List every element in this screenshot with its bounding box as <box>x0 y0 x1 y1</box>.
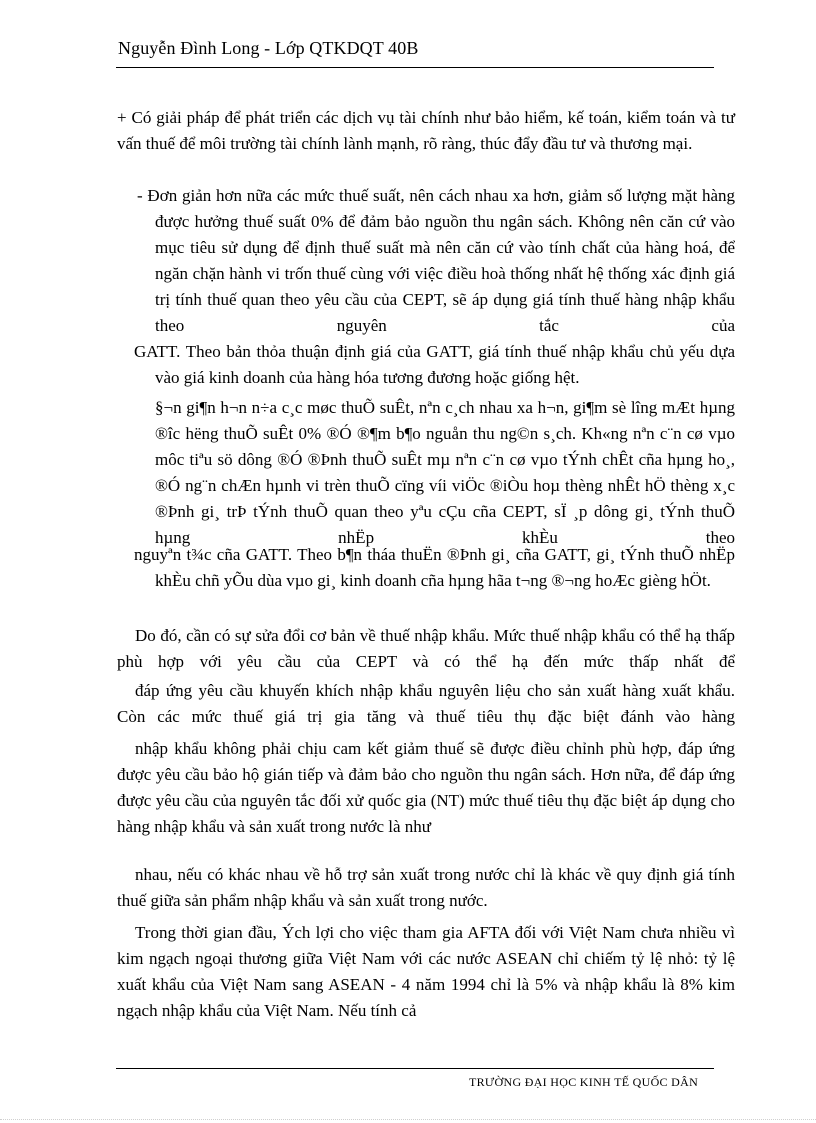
paragraph-tax-rates: - Đơn giản hơn nữa các mức thuế suất, nên cách nhau xa hơn, giảm số lượng mặt hàng được hưởng thuế suất 0% để đảm bảo nguồn thu ngân sách. Không nên căn cứ vào mục tiêu sử dụng để định thuế suất mà nên căn cứ vào tính chất của hàng hoá, để ngăn chặn hành vi trốn thuế cùng với việc điều hoà thống nhất hệ thống xác định giá trị tính thuế quan theo yêu cầu của CEPT, sẽ áp dụng giá tính thuế hàng nhập khẩu theo nguyên tắc của <box>137 186 735 335</box>
paragraph-legacy-encoded-2: nguyªn t¾c cña GATT. Theo b¶n tháa thuËn ®Þnh gi¸ cña GATT, gi¸ tÝnh thuÕ nhËp khÈu chñ yÕu dùa vµo gi¸ kinh doanh cña hµng hãa t¬ng ®¬ng hoÆc gièng hÖt. <box>134 545 735 590</box>
page-footer-university: TRƯỜNG ĐẠI HỌC KINH TẾ QUỐC DÂN <box>469 1075 699 1089</box>
paragraph-legacy-encoded-1: §¬n gi¶n h¬n n÷a c¸c møc thuÕ suÊt, nªn c¸ch nhau xa h¬n, gi¶m sè lîng mÆt hµng ®îc hëng thuÕ suÊt 0% ®Ó ®¶m b¶o nguån thu ng©n s¸ch. Kh«ng nªn c¨n cø vµo môc tiªu sö dông ®Ó ®Þnh thuÕ suÊt mµ nªn c¨n cø vµo tÝnh chÊt cña hµng ho¸, ®Ó ng¨n chÆn hµnh vi trèn thuÕ cïng víi viÖc ®iÒu hoµ thèng nhÊt hÖ thèng x¸c ®Þnh gi¸ trÞ tÝnh thuÕ quan theo yªu cÇu cña CEPT, sÏ ¸p dông gi¸ tÝnh thuÕ hµng nhËp khÈu theo <box>155 398 735 547</box>
page-edge <box>0 1119 816 1120</box>
paragraph-export-materials: đáp ứng yêu cầu khuyến khích nhập khẩu nguyên liệu cho sản xuất hàng xuất khẩu. Còn các mức thuế giá trị gia tăng và thuế tiêu thụ đặc biệt đánh vào hàng <box>117 681 735 726</box>
paragraph-gatt-valuation: GATT. Theo bản thỏa thuận định giá của GATT, giá tính thuế nhập khẩu chủ yếu dựa vào giá kinh doanh của hàng hóa tương đương hoặc giống hệt. <box>134 342 735 387</box>
paragraph-import-tariff: Do đó, cần có sự sửa đổi cơ bản về thuế nhập khẩu. Mức thuế nhập khẩu có thể hạ thấp phù hợp với yêu cầu của CEPT và có thể hạ đến mức thấp nhất để <box>117 626 735 671</box>
paragraph-afta-benefits: Trong thời gian đầu, Ých lợi cho việc tham gia AFTA đối với Việt Nam chưa nhiều vì kim ngạch ngoại thương giữa Việt Nam với các nước ASEAN chỉ chiếm tỷ lệ nhỏ: tỷ lệ xuất khẩu của Việt Nam sang ASEAN - 4 năm 1994 chỉ là 5% và nhập khẩu là 8% kim ngạch nhập khẩu của Việt Nam. Nếu tính cả <box>117 923 735 1020</box>
paragraph-national-treatment: nhập khẩu không phải chịu cam kết giảm thuế sẽ được điều chỉnh phù hợp, đáp ứng được yêu cầu bảo hộ gián tiếp và đảm bảo cho nguồn thu ngân sách. Hơn nữa, để đáp ứng được yêu cầu của nguyên tắc đối xử quốc gia (NT) mức thuế tiêu thụ đặc biệt áp dụng cho hàng nhập khẩu và sản xuất trong nước là như <box>117 739 735 836</box>
footer-divider <box>116 1068 714 1069</box>
header-divider <box>116 67 714 68</box>
page-header-title: Nguyễn Đình Long - Lớp QTKDQT 40B <box>118 38 419 58</box>
paragraph-domestic-support: nhau, nếu có khác nhau về hỗ trợ sản xuất trong nước chỉ là khác về quy định giá tính thuế giữa sản phẩm nhập khẩu và sản xuất trong nước. <box>117 865 735 910</box>
paragraph-financial-services: + Có giải pháp để phát triển các dịch vụ tài chính như bảo hiểm, kế toán, kiểm toán và tư vấn thuế để môi trường tài chính lành mạnh, rõ ràng, thúc đẩy đầu tư và thương mại. <box>117 108 735 153</box>
